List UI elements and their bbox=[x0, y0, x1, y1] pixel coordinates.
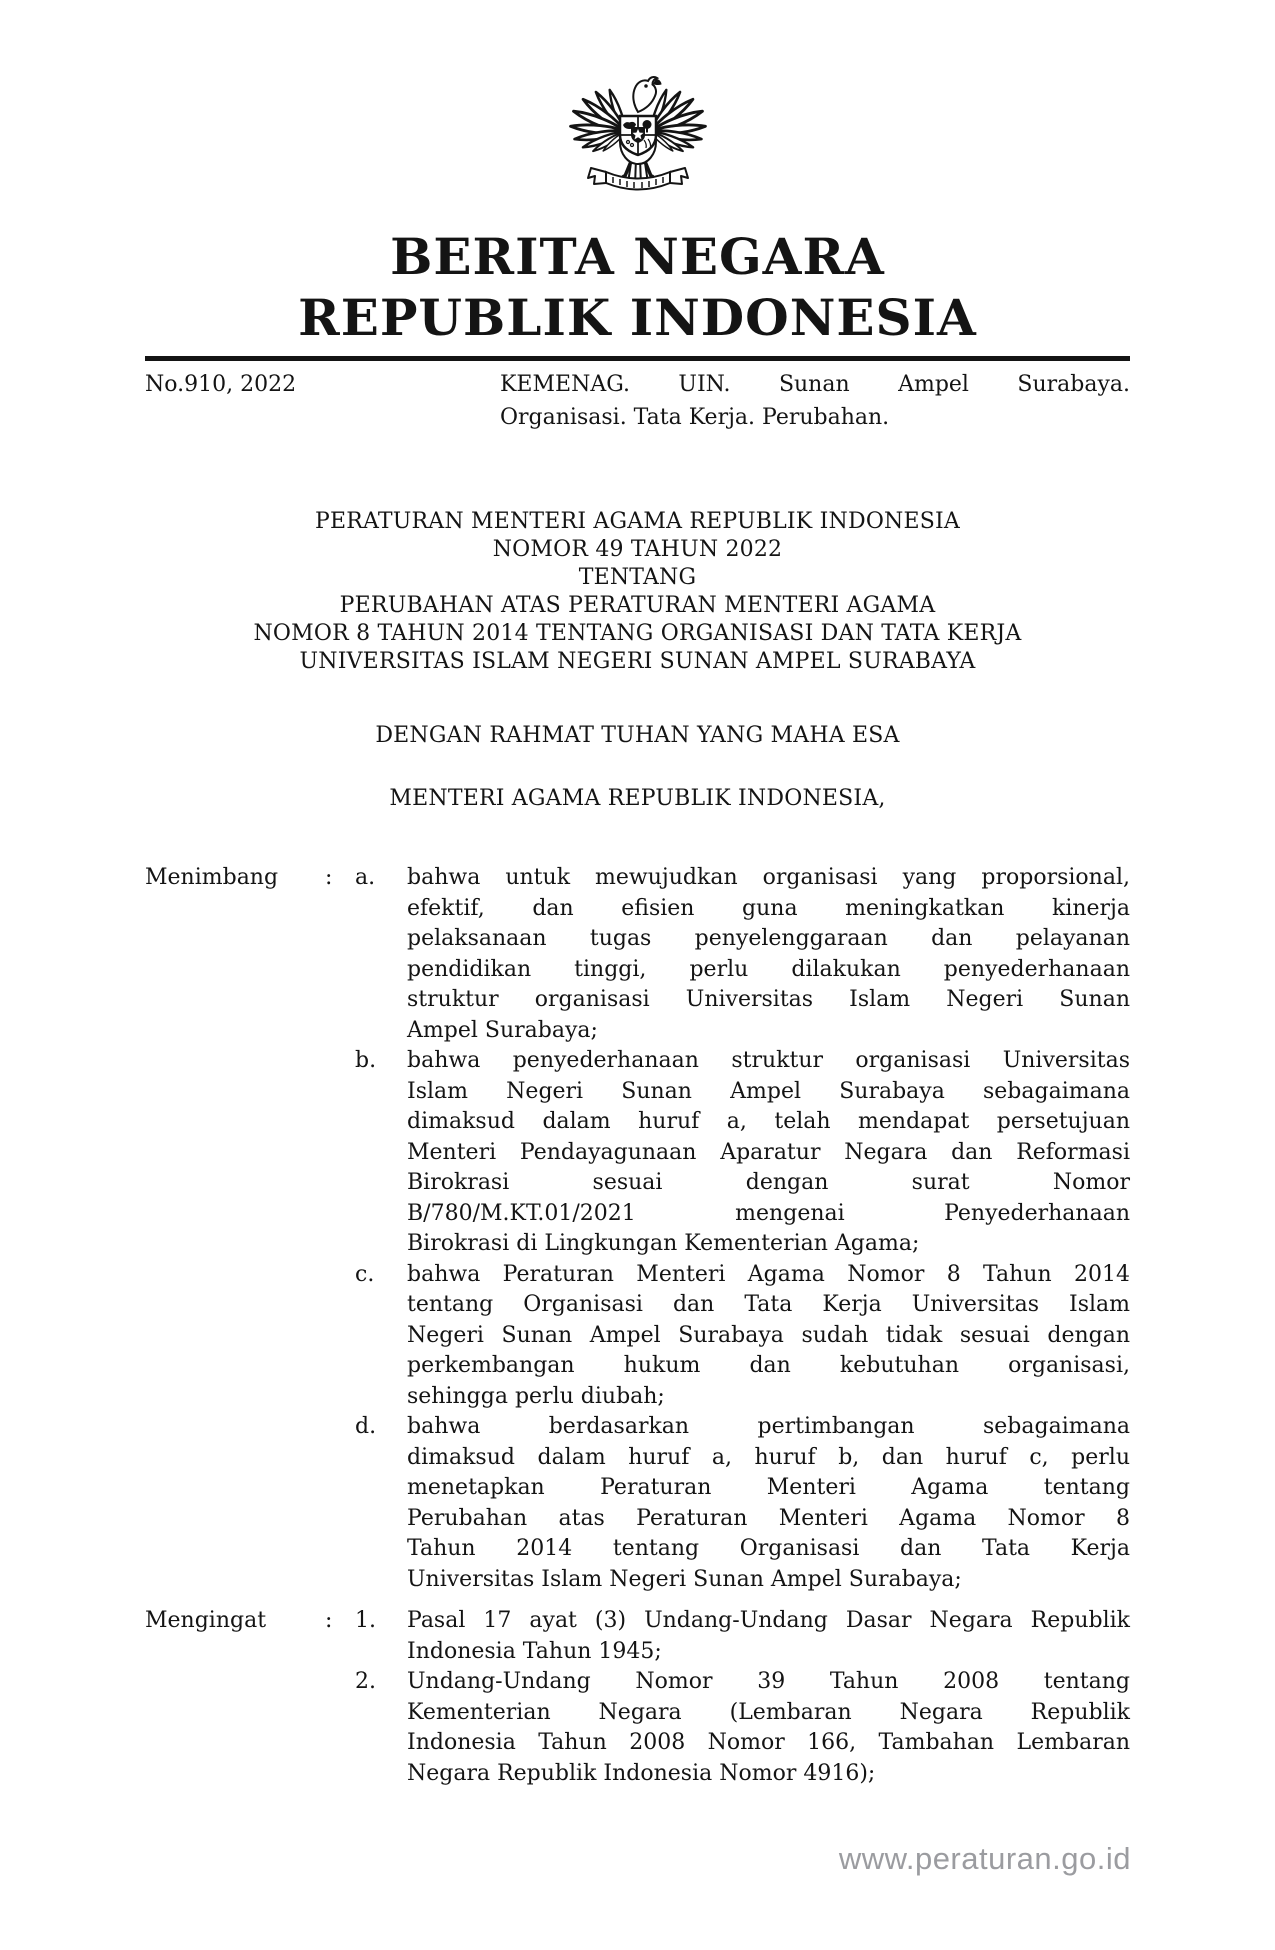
gazette-title-line2: REPUBLIK INDONESIA bbox=[298, 288, 977, 347]
legal-basis-item-text: Pasal 17 ayat (3) Undang-Undang Dasar Negara Republik Indonesia Tahun 1945; bbox=[407, 1608, 1130, 1664]
issue-number: No.910, 2022 bbox=[145, 372, 297, 397]
consideration-item-text: bahwa Peraturan Menteri Agama Nomor 8 Tahun 2014 tentang Organisasi dan Tata Kerja Universitas Islam Negeri Sunan Ampel Surabaya sudah tidak sesuai dengan perkembangan hukum dan kebutuhan organisasi, sehingga perlu diubah; bbox=[407, 1261, 1130, 1409]
invocation-line: DENGAN RAHMAT TUHAN YANG MAHA ESA bbox=[375, 723, 900, 748]
consideration-item-marker: a. bbox=[355, 865, 376, 890]
gazette-title-line1: BERITA NEGARA bbox=[390, 227, 885, 286]
consideration-item-marker: c. bbox=[355, 1261, 375, 1287]
consideration-item-text: bahwa untuk mewujudkan organisasi yang proporsional, efektif, dan efisien guna meningkatkan kinerja pelaksanaan tugas penyelenggaraan dan pelayanan pendidikan tinggi, perlu dilakukan penyederhanaan struktur organisasi Universitas Islam Negeri Sunan Ampel Surabaya; bbox=[407, 865, 1130, 1043]
legal-basis-item-marker: 1. bbox=[355, 1608, 376, 1633]
considerations-label: Menimbang bbox=[145, 865, 279, 890]
garuda-pancasila-emblem-icon bbox=[563, 56, 713, 206]
issue-row bbox=[145, 368, 1130, 434]
legal-basis-label: Mengingat bbox=[145, 1608, 267, 1633]
legal-basis-colon: : bbox=[325, 1608, 333, 1633]
considerations-section bbox=[145, 863, 1130, 1595]
legal-basis-item-marker: 2. bbox=[355, 1669, 376, 1694]
masthead-divider bbox=[145, 356, 1130, 361]
consideration-item-text: bahwa berdasarkan pertimbangan sebagaimana dimaksud dalam huruf a, huruf b, dan huruf c, perlu menetapkan Peraturan Menteri Agama tentang Perubahan atas Peraturan Menteri Agama Nomor 8 Tahun 2014 tentang Organisasi dan Tata Kerja Universitas Islam Negeri Sunan Ampel Surabaya; bbox=[407, 1414, 1130, 1592]
page-content bbox=[145, 0, 1130, 1789]
legal-basis-section bbox=[145, 1606, 1130, 1789]
consideration-item-marker: b. bbox=[355, 1048, 377, 1073]
issue-subject: KEMENAG. UIN. Sunan Ampel Surabaya. Organisasi. Tata Kerja. Perubahan. bbox=[500, 372, 1130, 430]
regulation-title: PERATURAN MENTERI AGAMA REPUBLIK INDONESIA NOMOR 49 TAHUN 2022 TENTANG PERUBAHAN ATAS PERATURAN MENTERI AGAMA NOMOR 8 TAHUN 2014 TENTANG ORGANISASI DAN TATA KERJA UNIVERSITAS ISLAM NEGERI SUNAN AMPEL SURABAYA bbox=[253, 509, 1022, 674]
source-website-watermark: www.peraturan.go.id bbox=[838, 1841, 1131, 1876]
considerations-colon: : bbox=[325, 865, 333, 890]
consideration-item-text: bahwa penyederhanaan struktur organisasi Universitas Islam Negeri Sunan Ampel Surabaya sebagaimana dimaksud dalam huruf a, telah mendapat persetujuan Menteri Pendayagunaan Aparatur Negara dan Reformasi Birokrasi sesuai dengan surat Nomor B/780/M.KT.01/2021 mengenai Penyederhanaan Birokrasi di Lingkungan Kementerian Agama; bbox=[407, 1048, 1130, 1256]
legal-basis-item-text: Undang-Undang Nomor 39 Tahun 2008 tentang Kementerian Negara (Lembaran Negara Republik Indonesia Tahun 2008 Nomor 166, Tambahan Lembaran Negara Republik Indonesia Nomor 4916); bbox=[407, 1669, 1130, 1786]
enacting-official-line: MENTERI AGAMA REPUBLIK INDONESIA, bbox=[389, 786, 886, 811]
consideration-item-marker: d. bbox=[355, 1414, 377, 1439]
